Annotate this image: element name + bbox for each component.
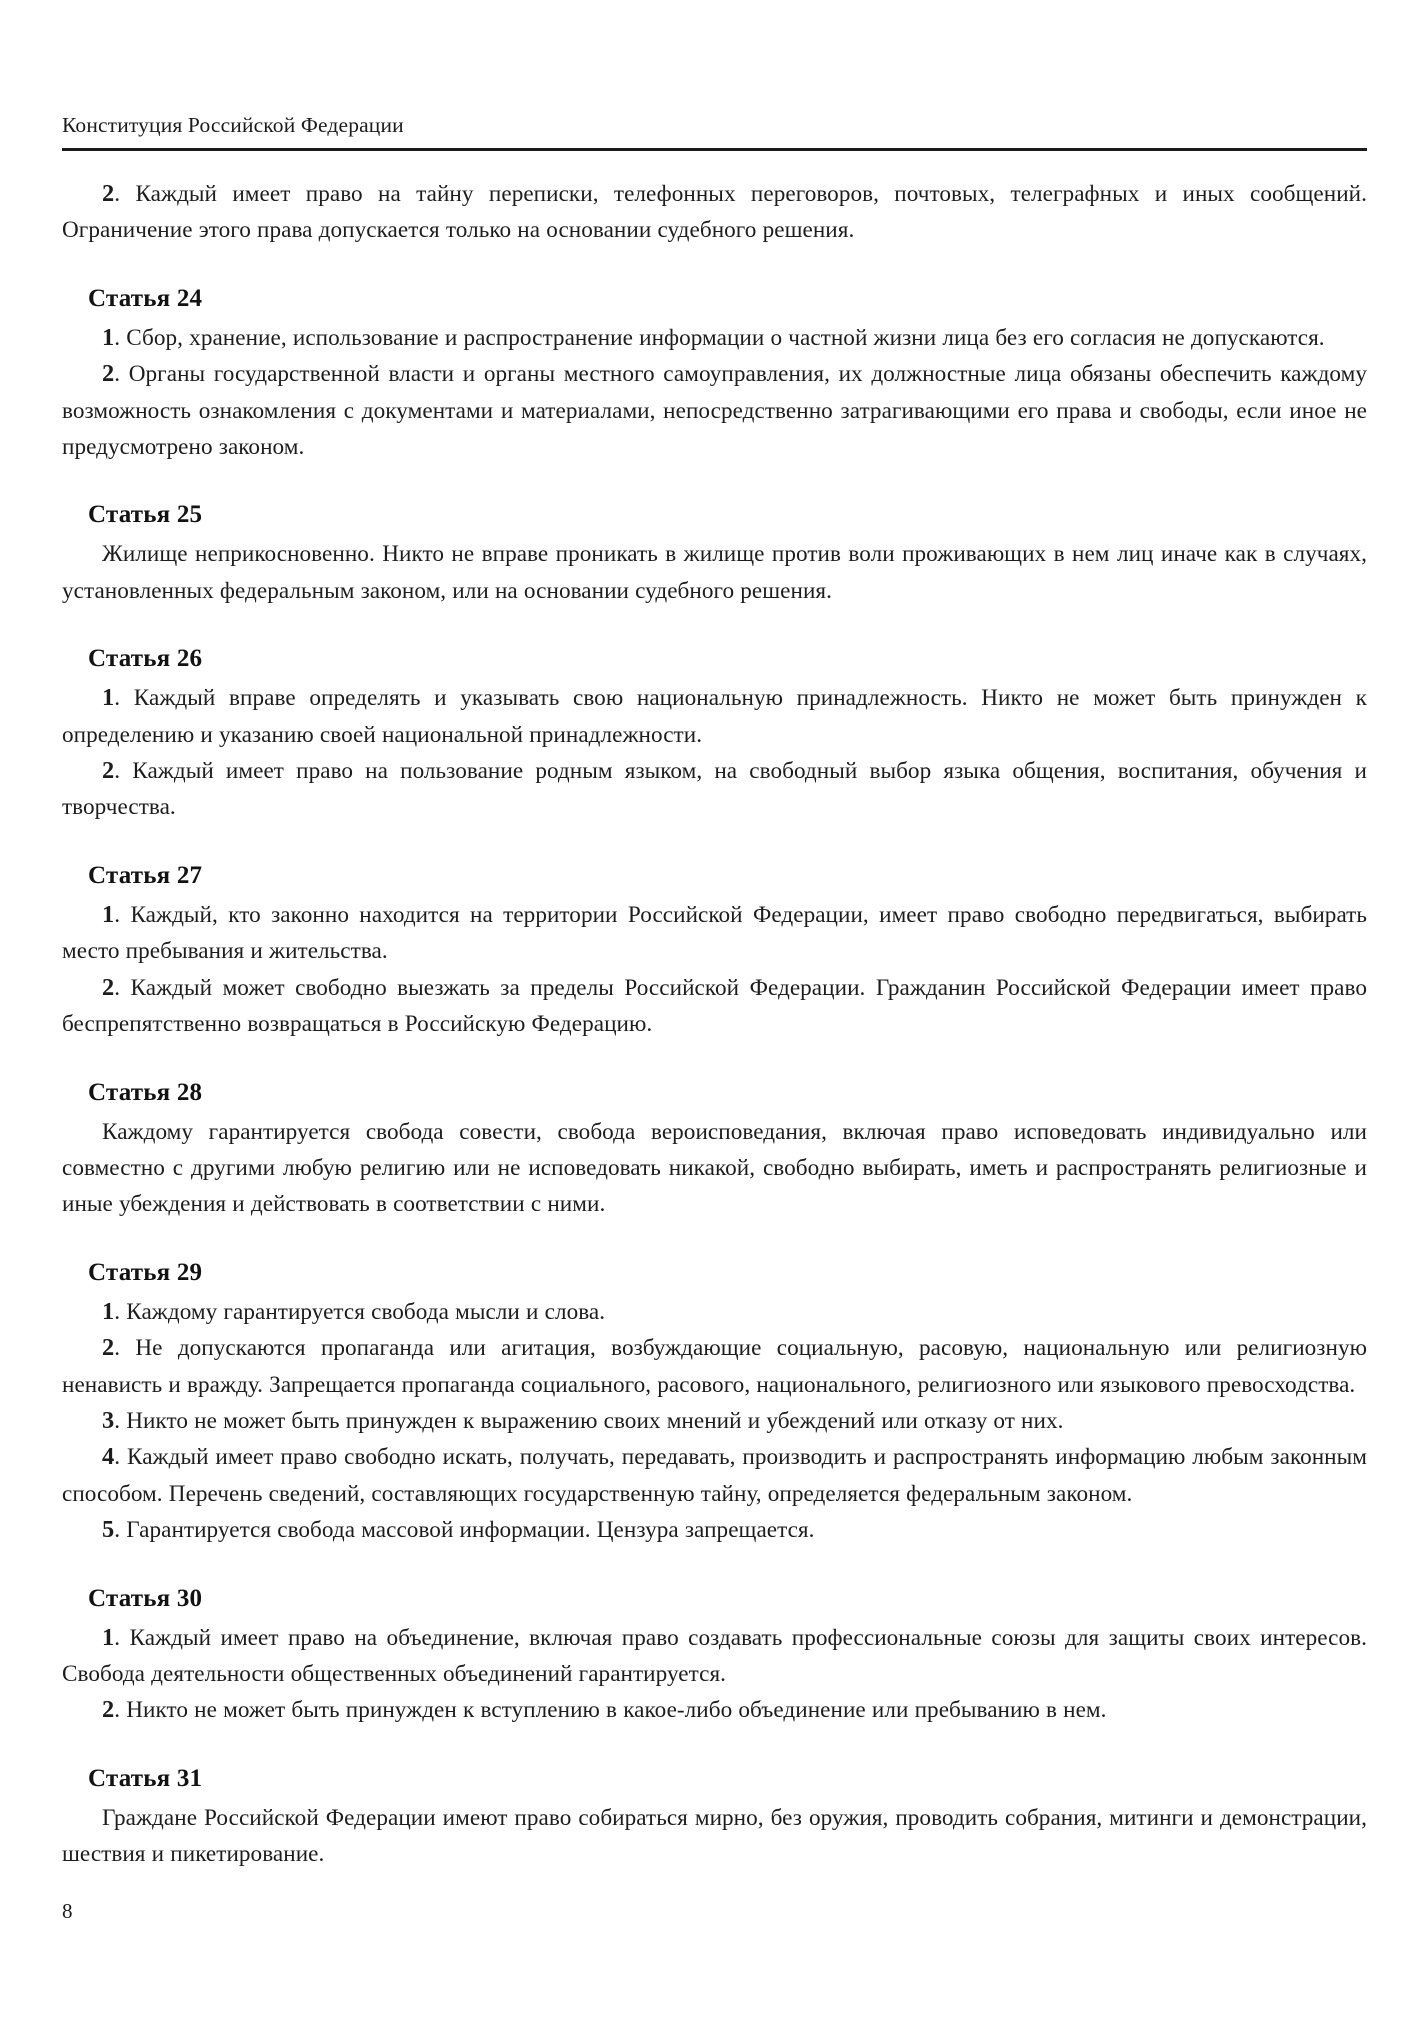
body-paragraph bbox=[62, 536, 1367, 609]
header-rule-divider bbox=[62, 148, 1367, 151]
block-spacer bbox=[62, 249, 1367, 282]
body-paragraph bbox=[62, 1330, 1367, 1403]
running-head: Конституция Российской Федерации bbox=[62, 113, 404, 137]
body-paragraph bbox=[62, 320, 1367, 356]
block-spacer bbox=[62, 1729, 1367, 1762]
body-paragraph bbox=[62, 1620, 1367, 1693]
body-paragraph bbox=[62, 970, 1367, 1043]
article-heading: Статья 24 bbox=[88, 284, 203, 312]
body-paragraph bbox=[62, 1294, 1367, 1330]
body-paragraph bbox=[62, 1800, 1367, 1873]
paragraph-text: . Никто не может быть принужден к вступлению в какое-либо объединение или пребыванию в нем. bbox=[114, 1697, 1107, 1724]
body-paragraph bbox=[62, 680, 1367, 753]
paragraph-text: . Органы государственной власти и органы местного самоуправления, их должностные лица обязаны обеспечить каждому возможность ознакомления с документами и материалами, непосредственно затрагивающими его права и свободы, если иное не предусмотрено законом. bbox=[62, 361, 1367, 461]
paragraph-number: 2 bbox=[102, 973, 115, 1001]
paragraph-number: 5 bbox=[102, 1516, 115, 1544]
paragraph-number: 1 bbox=[102, 900, 115, 928]
body-paragraph bbox=[62, 897, 1367, 970]
paragraph-text: . Не допускаются пропаганда или агитация, возбуждающие социальную, расовую, национальную или религиозную ненависть и вражду. Запрещается пропаганда социального, расового, национального, религиозного или языкового превосходства. bbox=[62, 1335, 1367, 1398]
article-heading: Статья 25 bbox=[88, 501, 203, 529]
paragraph-number: 1 bbox=[102, 684, 115, 712]
paragraph-text: . Каждый имеет право на тайну переписки, телефонных переговоров, почтовых, телеграфных и иных сообщений. Ограничение этого права допускается только на основании судебного решения. bbox=[62, 181, 1367, 244]
paragraph-text: . Каждый имеет право на объединение, включая право создавать профессиональные союзы для защиты своих интересов. Свобода деятельности общественных объединений гарантируется. bbox=[62, 1624, 1367, 1687]
paragraph-number: 4 bbox=[102, 1443, 115, 1471]
article-heading: Статья 26 bbox=[88, 645, 203, 673]
paragraph-text: . Каждый вправе определять и указывать свою национальную принадлежность. Никто не может быть принужден к определению и указанию своей национальной принадлежности. bbox=[62, 685, 1367, 748]
article-heading: Статья 29 bbox=[88, 1258, 203, 1286]
article-heading: Статья 31 bbox=[88, 1764, 203, 1792]
block-spacer bbox=[62, 1223, 1367, 1256]
paragraph-number: 2 bbox=[102, 360, 115, 388]
paragraph-number: 2 bbox=[102, 757, 115, 785]
paragraph-text: . Каждому гарантируется свобода мысли и слова. bbox=[114, 1298, 606, 1325]
block-spacer bbox=[62, 1043, 1367, 1076]
paragraph-text: . Каждый, кто законно находится на территории Российской Федерации, имеет право свободно передвигаться, выбирать место пребывания и жительства. bbox=[62, 901, 1367, 965]
paragraph-number: 2 bbox=[102, 180, 115, 207]
block-spacer bbox=[62, 826, 1367, 859]
paragraph-number: 1 bbox=[102, 323, 115, 351]
paragraph-text: . Никто не может быть принужден к выражению своих мнений и убеждений или отказу от них. bbox=[114, 1407, 1064, 1434]
paragraph-number: 2 bbox=[102, 1696, 115, 1724]
body-paragraph bbox=[62, 1512, 1367, 1548]
paragraph-text: . Сбор, хранение, использование и распространение информации о частной жизни лица без его согласия не допускаются. bbox=[114, 324, 1325, 351]
paragraph-text: . Каждый имеет право на пользование родным языком, на свободный выбор языка общения, воспитания, обучения и творчества. bbox=[62, 758, 1367, 821]
page-content-area bbox=[62, 0, 1367, 2028]
paragraph-number: 2 bbox=[102, 1334, 115, 1362]
paragraph-text: . Каждый имеет право свободно искать, получать, передавать, производить и распространять информацию любым законным способом. Перечень сведений, составляющих государственную тайну, определяется федеральным законом. bbox=[62, 1444, 1367, 1507]
body-paragraph bbox=[62, 1439, 1367, 1512]
paragraph-text: . Гарантируется свобода массовой информации. Цензура запрещается. bbox=[114, 1517, 815, 1544]
paragraph-number: 3 bbox=[102, 1406, 115, 1434]
body-paragraph bbox=[62, 176, 1367, 249]
paragraph-text: Жилище неприкосновенно. Никто не вправе проникать в жилище против воли проживающих в нем лиц иначе как в случаях, установленных федеральным законом, или на основании судебного решения. bbox=[62, 541, 1367, 604]
block-spacer bbox=[62, 1549, 1367, 1582]
body-paragraph bbox=[62, 1114, 1367, 1223]
paragraph-text: . Каждый может свободно выезжать за пределы Российской Федерации. Гражданин Российской Федерации имеет право беспрепятственно возвращаться в Российскую Федерацию. bbox=[62, 974, 1367, 1038]
body-paragraph bbox=[62, 356, 1367, 465]
body-paragraph bbox=[62, 1692, 1367, 1728]
article-heading: Статья 27 bbox=[88, 861, 203, 889]
page-number: 8 bbox=[62, 1899, 73, 1923]
paragraph-number: 1 bbox=[102, 1297, 115, 1325]
paragraph-text: Граждане Российской Федерации имеют право собираться мирно, без оружия, проводить собрания, митинги и демонстрации, шествия и пикетирование. bbox=[62, 1804, 1367, 1868]
block-spacer bbox=[62, 609, 1367, 642]
block-spacer bbox=[62, 465, 1367, 498]
body-paragraph bbox=[62, 753, 1367, 826]
article-heading: Статья 30 bbox=[88, 1584, 203, 1612]
paragraph-text: Каждому гарантируется свобода совести, свобода вероисповедания, включая право исповедовать индивидуально или совместно с другими любую религию или не исповедовать никакой, свободно выбирать, иметь и распространять религиозные и иные убеждения и действовать в соответствии с ними. bbox=[62, 1118, 1367, 1218]
article-heading: Статья 28 bbox=[88, 1078, 203, 1106]
body-text-column bbox=[62, 176, 1367, 1873]
body-paragraph bbox=[62, 1403, 1367, 1439]
paragraph-number: 1 bbox=[102, 1623, 115, 1651]
